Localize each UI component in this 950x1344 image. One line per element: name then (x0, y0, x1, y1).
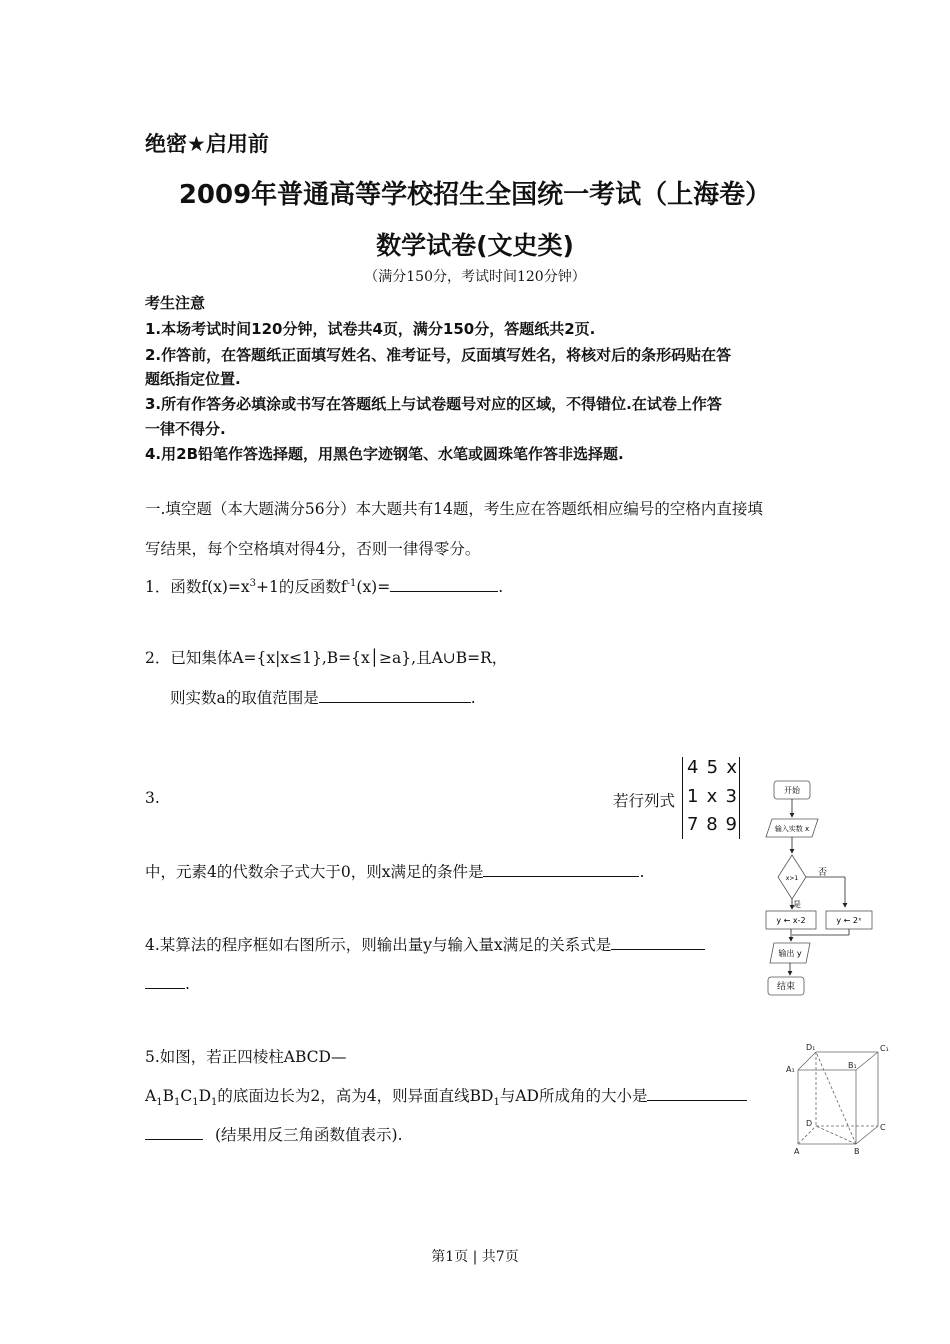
q1-prefix: 1．函数f(x)=x (145, 578, 250, 596)
flow-yes-label: 是 (793, 900, 801, 909)
q4-end: . (185, 975, 190, 993)
notice-line: 2.作答前，在答题纸正面填写姓名、准考证号，反面填写姓名，将核对后的条形码贴在答 (145, 346, 732, 364)
vertex-label-C: C (880, 1123, 886, 1132)
determinant-row (687, 814, 737, 835)
flow-end-label: 结束 (776, 982, 796, 992)
q5-subscript: 1 (493, 1097, 500, 1109)
paper-title: 数学试卷(文史类) (376, 231, 574, 260)
flow-right-assign-label: y ← 2ˣ (836, 916, 862, 925)
question-3-number: 3. (145, 789, 160, 807)
notice-heading: 考生注意 (145, 294, 206, 312)
question-2-line2 (170, 686, 476, 708)
q2-end: . (470, 689, 476, 707)
question-5: 5.如图，若正四棱柱ABCD— (145, 1048, 347, 1066)
question-1 (145, 575, 503, 597)
q4-text: 4.某算法的程序框如右图所示，则输出量y与输入量x满足的关系式是 (145, 936, 612, 954)
matrix-cell: x (726, 757, 737, 778)
q5-text: 与AD所成角的大小是 (499, 1087, 648, 1105)
q1-inverse-exponent: -1 (346, 577, 357, 589)
q1-exponent: 3 (249, 577, 257, 589)
q5-vertex: D (198, 1087, 212, 1105)
matrix-cell: x (706, 786, 718, 807)
q5-subscript: 1 (211, 1097, 218, 1109)
determinant-row (687, 786, 737, 807)
q5-subscript: 1 (192, 1097, 199, 1109)
q5-text: 的底面边长为2，高为4，则异面直线BD (217, 1087, 494, 1105)
vertex-label-B1: B₁ (848, 1061, 857, 1070)
q1-mid: +1的反函数f (256, 578, 347, 596)
matrix-cell: 9 (725, 814, 737, 835)
notice-line: 一律不得分. (145, 420, 226, 438)
q5-vertex: C (180, 1087, 193, 1105)
q5-vertex: B (162, 1087, 174, 1105)
flow-output-label: 输出 y (778, 949, 802, 958)
question-5-line2 (145, 1084, 747, 1108)
question-3-line2 (145, 860, 644, 882)
q3-end: . (639, 863, 645, 881)
matrix-cell: 4 (687, 757, 699, 778)
exam-info: （满分150分，考试时间120分钟） (364, 269, 586, 285)
question-4 (145, 933, 705, 955)
matrix-cell: 5 (706, 757, 719, 778)
q3-text: 中，元素4的代数余子式大于0，则x满足的条件是 (145, 863, 484, 881)
determinant-row (687, 757, 737, 778)
matrix-cell: 3 (725, 786, 737, 807)
flow-input-label: 输入实数 x (774, 825, 810, 833)
question-5-line3 (145, 1123, 403, 1145)
determinant (682, 757, 740, 839)
vertex-label-D1: D₁ (806, 1043, 816, 1052)
vertex-label-C1: C₁ (880, 1044, 889, 1053)
q2-answer-blank[interactable] (319, 688, 471, 703)
matrix-cell: 1 (687, 786, 699, 807)
prism-diagram (776, 1042, 892, 1158)
q5-subscript: 1 (173, 1097, 181, 1109)
section-intro: 写结果，每个空格填对得4分，否则一律得零分。 (145, 540, 481, 558)
q3-answer-blank[interactable] (483, 862, 639, 877)
vertex-label-A: A (794, 1147, 800, 1156)
question-2: 2．已知集体A={x|x≤1},B={x│≥a},且A∪B=R， (145, 649, 508, 667)
q5-subscript: 1 (156, 1097, 163, 1109)
q1-answer-blank[interactable] (390, 577, 498, 592)
flow-left-assign-label: y ← x-2 (776, 916, 806, 925)
notice-line: 4.用2B铅笔作答选择题，用黑色字迹钢笔、水笔或圆珠笔作答非选择题. (145, 445, 624, 463)
q2-text: 则实数a的取值范围是 (170, 689, 319, 707)
q5-answer-blank-cont[interactable] (145, 1125, 203, 1140)
notice-line: 题纸指定位置. (145, 370, 241, 388)
q5-answer-blank[interactable] (647, 1086, 747, 1101)
q4-answer-blank-cont[interactable] (145, 974, 185, 989)
vertex-label-D: D (806, 1119, 813, 1128)
flowchart-diagram (760, 775, 880, 1000)
matrix-cell: 7 (687, 814, 699, 835)
matrix-cell: 8 (706, 814, 718, 835)
q1-suffix: (x)= (356, 578, 391, 596)
flow-start-label: 开始 (784, 786, 800, 795)
notice-line: 3.所有作答务必填涂或书写在答题纸上与试卷题号对应的区域，不得错位.在试卷上作答 (145, 395, 722, 413)
q5-note: (结果用反三角函数值表示). (215, 1126, 403, 1144)
flow-condition-label: x>1 (785, 875, 799, 882)
question-4-line2 (145, 974, 190, 993)
section-intro: 一.填空题（本大题满分56分）本大题共有14题，考生应在答题纸相应编号的空格内直接填 (145, 500, 763, 518)
flow-no-label: 否 (818, 868, 828, 878)
q4-answer-blank[interactable] (611, 935, 705, 950)
vertex-label-B: B (854, 1147, 860, 1156)
q5-vertex: A (145, 1087, 157, 1105)
question-3-label: 若行列式 (613, 792, 676, 810)
confidential-mark: 绝密★启用前 (145, 132, 269, 156)
q1-end: . (498, 578, 504, 596)
notice-line: 1.本场考试时间120分钟，试卷共4页，满分150分，答题纸共2页. (145, 320, 596, 338)
page-footer: 第1页 | 共7页 (431, 1249, 519, 1265)
exam-title: 2009年普通高等学校招生全国统一考试（上海卷） (178, 180, 772, 210)
vertex-label-A1: A₁ (786, 1065, 795, 1074)
